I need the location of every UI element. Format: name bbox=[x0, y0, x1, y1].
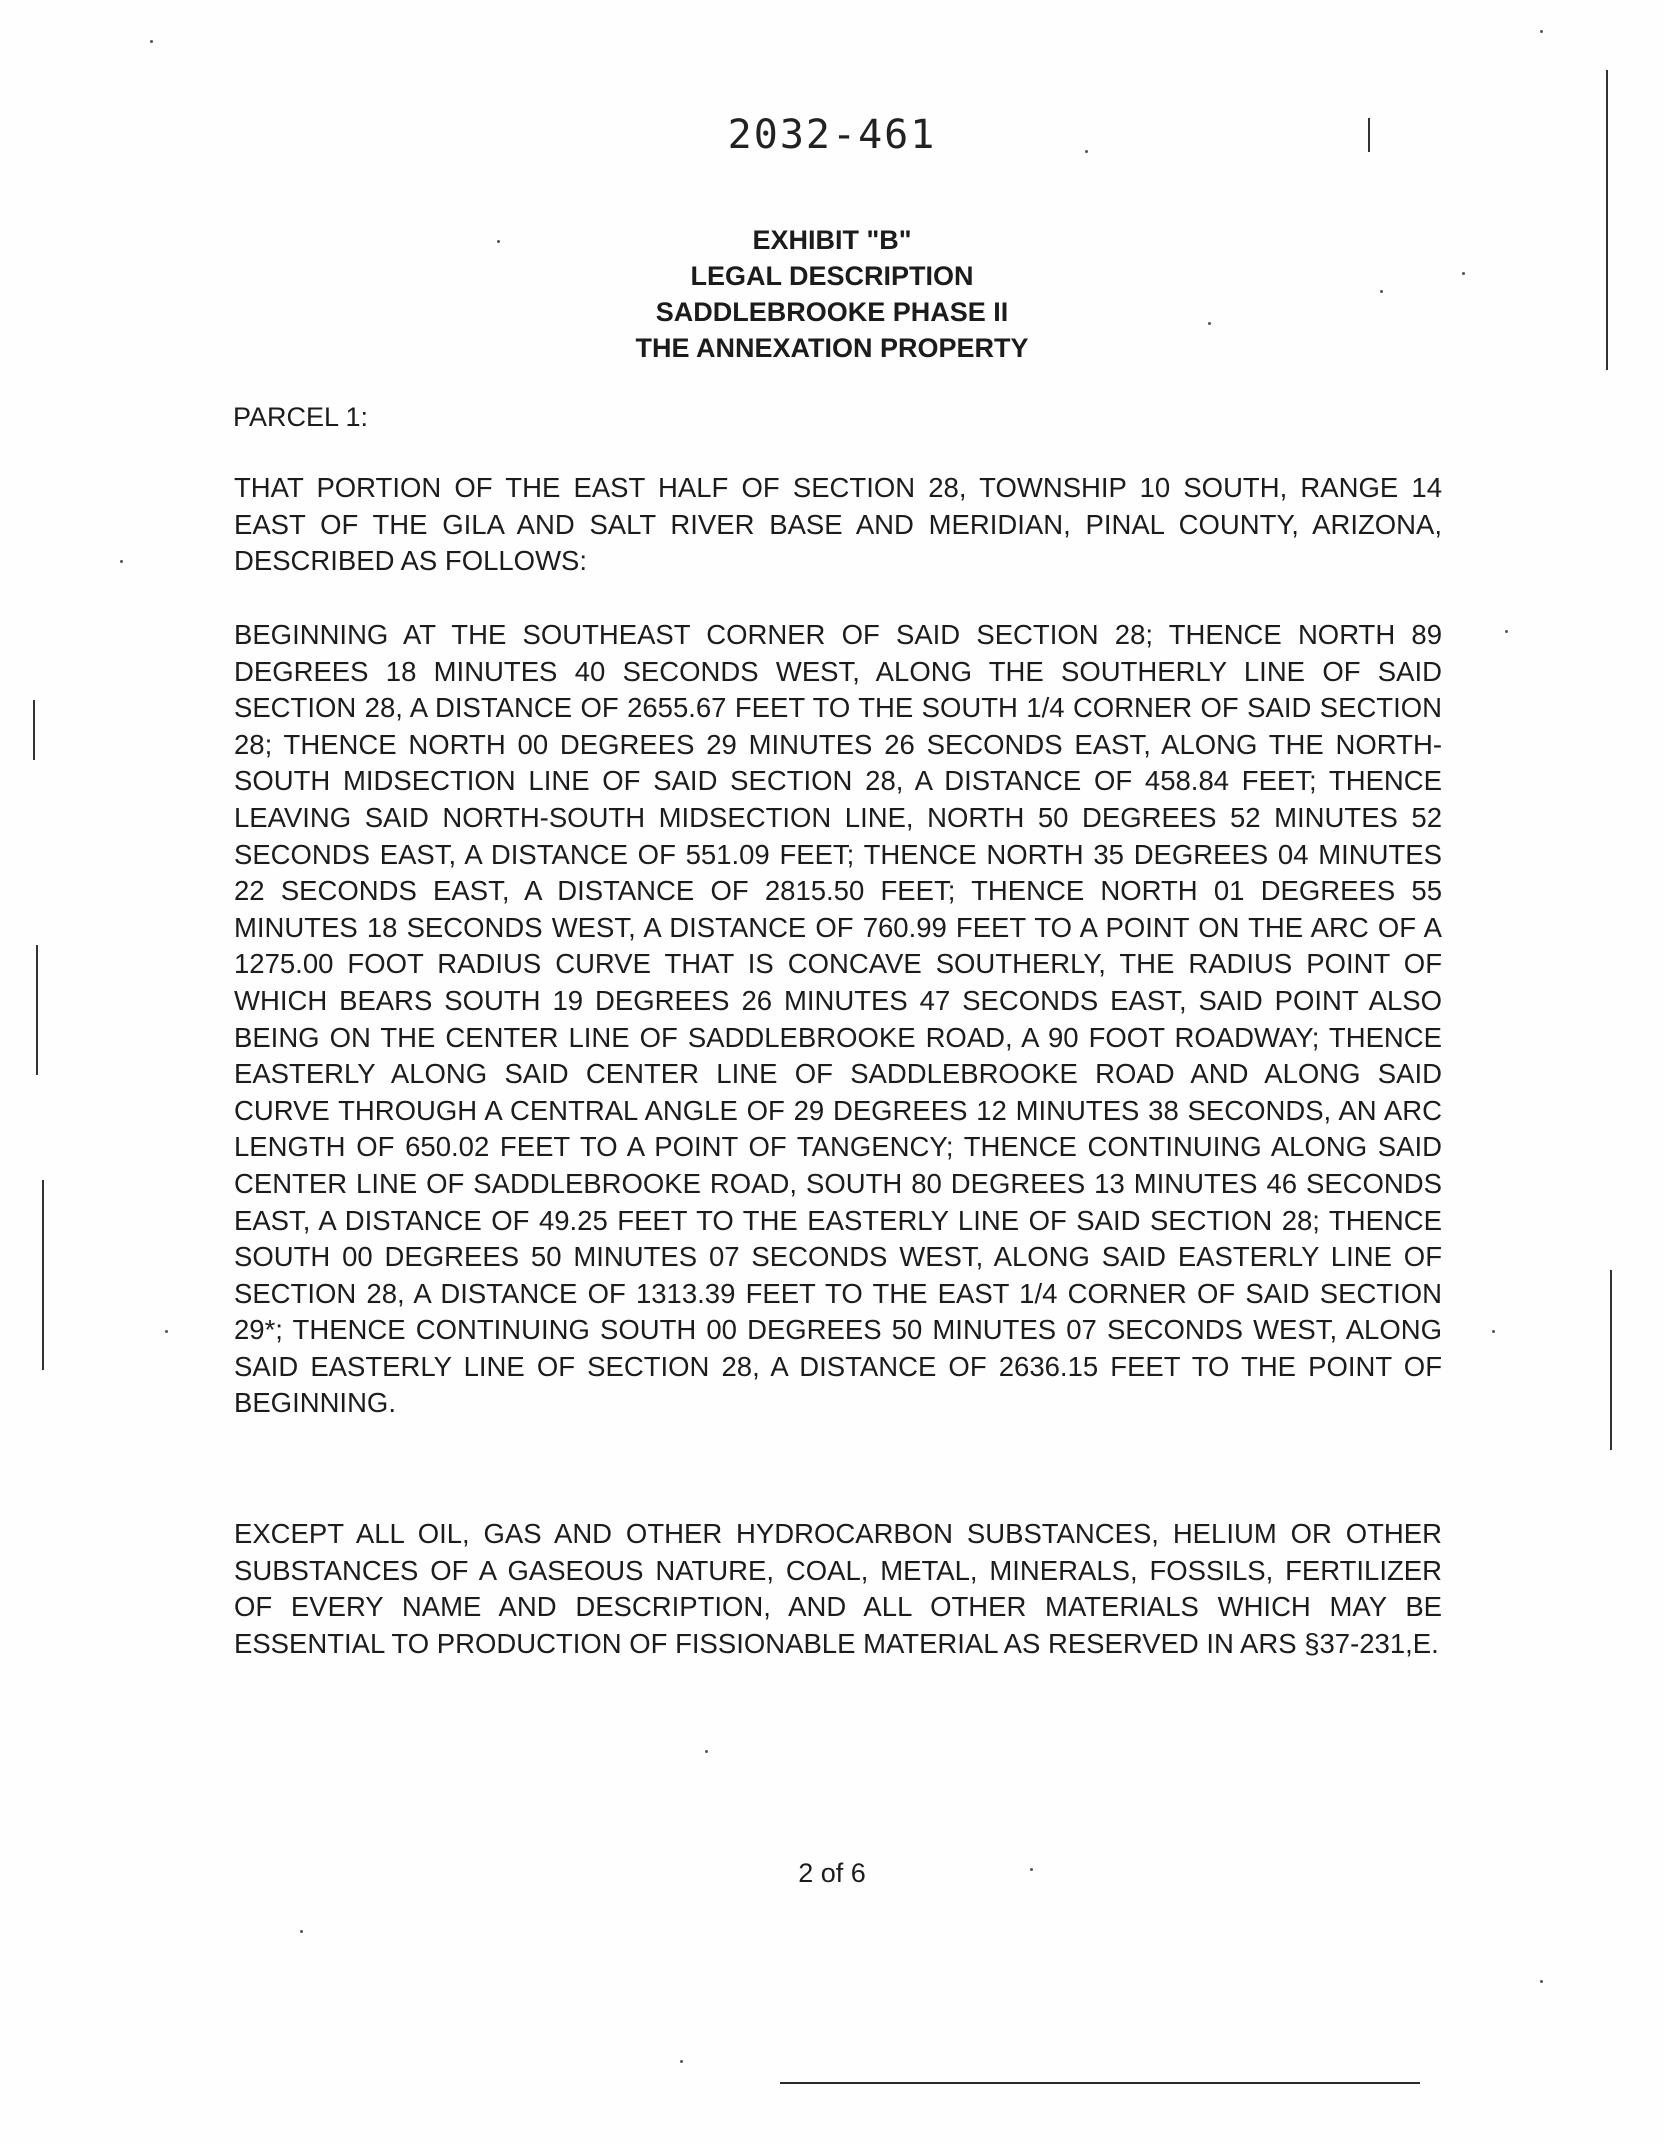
scan-speck bbox=[120, 560, 123, 563]
scan-edge-line bbox=[33, 700, 35, 760]
scan-speck bbox=[1030, 1868, 1033, 1871]
heading-line-legal-description: LEGAL DESCRIPTION bbox=[690, 261, 974, 291]
scan-speck bbox=[1540, 1980, 1543, 1983]
scan-edge-line bbox=[1610, 1270, 1612, 1450]
scan-speck bbox=[165, 1330, 168, 1333]
scan-speck bbox=[1462, 272, 1465, 275]
scan-edge-line bbox=[1368, 118, 1370, 152]
scan-speck bbox=[1505, 630, 1508, 633]
scan-speck bbox=[1085, 150, 1088, 153]
scan-speck bbox=[497, 240, 500, 243]
scan-speck bbox=[1540, 30, 1543, 33]
scan-speck bbox=[1380, 290, 1383, 293]
scan-speck bbox=[300, 1930, 303, 1933]
heading-line-exhibit: EXHIBIT "B" bbox=[752, 225, 912, 255]
document-number: 2032-461 bbox=[727, 112, 937, 158]
scan-edge-line bbox=[42, 1180, 44, 1370]
exhibit-heading bbox=[0, 222, 1664, 366]
scan-speck bbox=[150, 40, 153, 43]
paragraph-boundary-description: BEGINNING AT THE SOUTHEAST CORNER OF SAID SECTION 28; THENCE NORTH 89 DEGREES 18 MINUTES 40 SECONDS WEST, ALONG THE SOUTHERLY LINE OF SAID SECTION 28, A DISTANCE OF 2655.67 FEET TO THE SOUTH 1/4 CORNER OF SAID SECTION 28; THENCE NORTH 00 DEGREES 29 MINUTES 26 SECONDS EAST, ALONG THE NORTH-SOUTH MIDSECTION LINE OF SAID SECTION 28, A DISTANCE OF 458.84 FEET; THENCE LEAVING SAID NORTH-SOUTH MIDSECTION LINE, NORTH 50 DEGREES 52 MINUTES 52 SECONDS EAST, A DISTANCE OF 551.09 FEET; THENCE NORTH 35 DEGREES 04 MINUTES 22 SECONDS EAST, A DISTANCE OF 2815.50 FEET; THENCE NORTH 01 DEGREES 55 MINUTES 18 SECONDS WEST, A DISTANCE OF 760.99 FEET TO A POINT ON THE ARC OF A 1275.00 FOOT RADIUS CURVE THAT IS CONCAVE SOUTHERLY, THE RADIUS POINT OF WHICH BEARS SOUTH 19 DEGREES 26 MINUTES 47 SECONDS EAST, SAID POINT ALSO BEING ON THE CENTER LINE OF SADDLEBROOKE ROAD, A 90 FOOT ROADWAY; THENCE EASTERLY ALONG SAID CENTER LINE OF SADDLEBROOKE ROAD AND ALONG SAID CURVE THROUGH A CENTRAL ANGLE OF 29 DEGREES 12 MINUTES 38 SECONDS, AN ARC LENGTH OF 650.02 FEET TO A POINT OF TANGENCY; THENCE CONTINUING ALONG SAID CENTER LINE OF SADDLEBROOKE ROAD, SOUTH 80 DEGREES 13 MINUTES 46 SECONDS EAST, A DISTANCE OF 49.25 FEET TO THE EASTERLY LINE OF SAID SECTION 28; THENCE SOUTH 00 DEGREES 50 MINUTES 07 SECONDS WEST, ALONG SAID EASTERLY LINE OF SECTION 28, A DISTANCE OF 1313.39 FEET TO THE EAST 1/4 CORNER OF SAID SECTION 29*; THENCE CONTINUING SOUTH 00 DEGREES 50 MINUTES 07 SECONDS WEST, ALONG SAID EASTERLY LINE OF SECTION 28, A DISTANCE OF 2636.15 FEET TO THE POINT OF BEGINNING. bbox=[234, 619, 1442, 1419]
scan-bottom-rule bbox=[780, 2082, 1420, 2084]
scan-speck bbox=[1492, 1330, 1495, 1333]
page-indicator: 2 of 6 bbox=[798, 1858, 866, 1888]
heading-line-property: THE ANNEXATION PROPERTY bbox=[635, 333, 1029, 363]
scan-speck bbox=[680, 2060, 683, 2063]
paragraph-mineral-exception: EXCEPT ALL OIL, GAS AND OTHER HYDROCARBON SUBSTANCES, HELIUM OR OTHER SUBSTANCES OF A GASEOUS NATURE, COAL, METAL, MINERALS, FOSSILS, FERTILIZER OF EVERY NAME AND DESCRIPTION, AND ALL OTHER MATERIALS WHICH MAY BE ESSENTIAL TO PRODUCTION OF FISSIONABLE MATERIAL AS RESERVED IN ARS §37-231,E. bbox=[234, 1518, 1442, 1659]
parcel-label: PARCEL 1: bbox=[233, 402, 369, 432]
scan-speck bbox=[705, 1750, 708, 1753]
scan-edge-line bbox=[1606, 70, 1608, 370]
scan-speck bbox=[1208, 322, 1211, 325]
paragraph-location: THAT PORTION OF THE EAST HALF OF SECTION 28, TOWNSHIP 10 SOUTH, RANGE 14 EAST OF THE GILA AND SALT RIVER BASE AND MERIDIAN, PINAL COUNTY, ARIZONA, DESCRIBED AS FOLLOWS: bbox=[234, 472, 1442, 577]
scan-edge-line bbox=[36, 945, 38, 1075]
heading-line-phase: SADDLEBROOKE PHASE II bbox=[655, 297, 1009, 327]
